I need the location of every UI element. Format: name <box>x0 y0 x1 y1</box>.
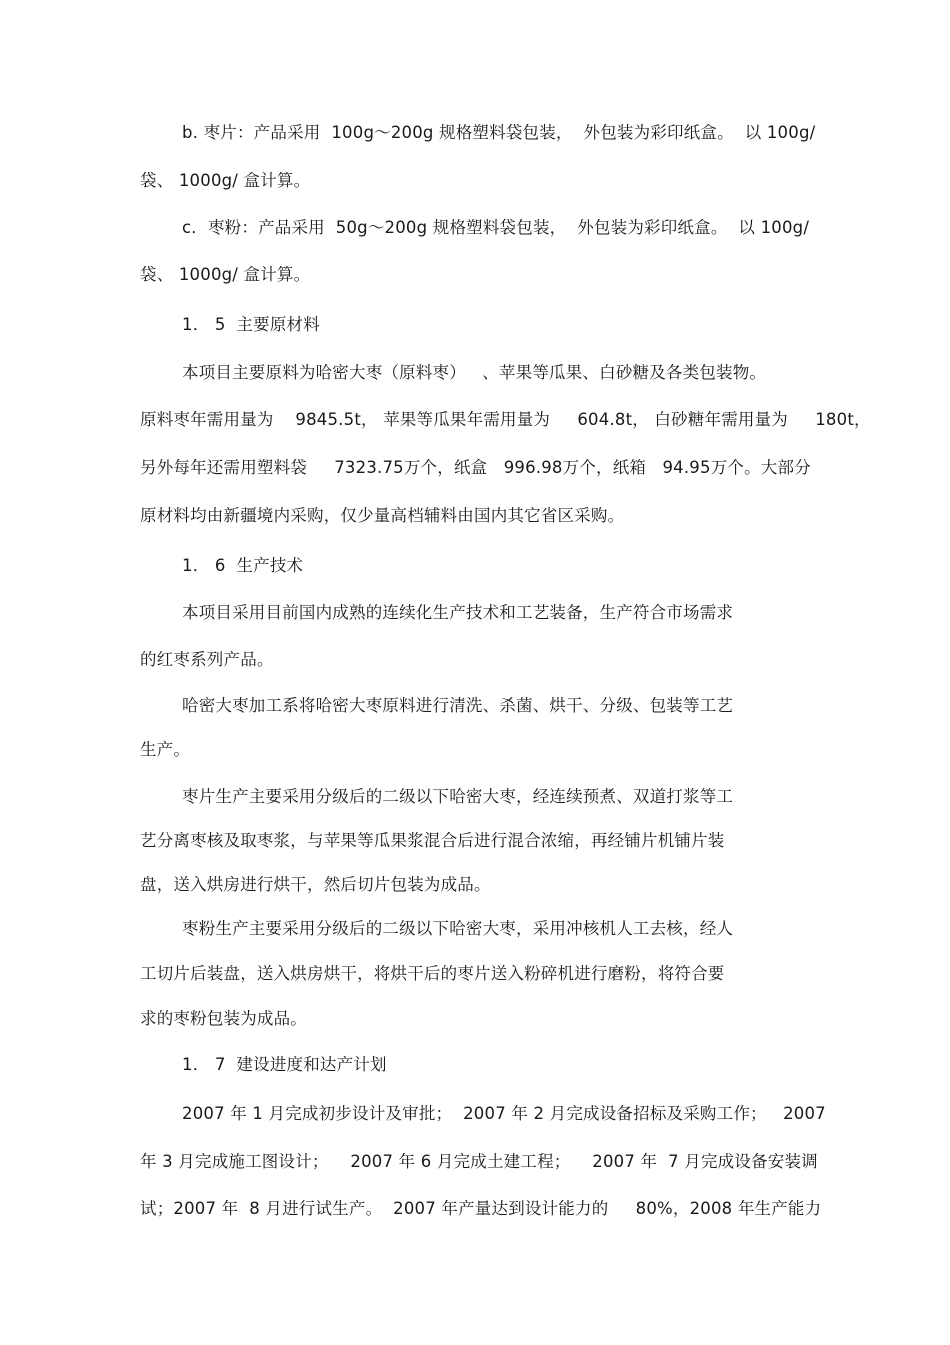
section-heading: 1． 5 主要原材料 <box>182 315 320 334</box>
text-line: 试；2007 年 8 月进行试生产。 2007 年产量达到设计能力的 80%，2008 年生产能力 <box>140 1199 822 1218</box>
text-line: 艺分离枣核及取枣浆，与苹果等瓜果浆混合后进行混合浓缩，再经铺片机铺片装 <box>140 831 725 850</box>
text-line: 另外每年还需用塑料袋 7323.75万个，纸盒 996.98万个，纸箱 94.95万个。大部分 <box>140 458 811 477</box>
text-line: 袋、 1000g/ 盒计算。 <box>140 171 311 190</box>
text-line: 盘，送入烘房进行烘干，然后切片包装为成品。 <box>140 875 491 894</box>
text-line: 哈密大枣加工系将哈密大枣原料进行清洗、杀菌、烘干、分级、包装等工艺 <box>182 696 734 715</box>
text-line: 枣粉生产主要采用分级后的二级以下哈密大枣，采用冲核机人工去核，经人 <box>182 919 734 938</box>
text-line: 工切片后装盘，送入烘房烘干，将烘干后的枣片送入粉碎机进行磨粉，将符合要 <box>140 964 725 983</box>
text-line: 年 3 月完成施工图设计； 2007 年 6 月完成土建工程； 2007 年 7 月完成设备安装调 <box>140 1152 818 1171</box>
text-line: 原料枣年需用量为 9845.5t， 苹果等瓜果年需用量为 604.8t， 白砂糖年需用量为 180t， <box>140 410 871 429</box>
section-heading: 1． 7 建设进度和达产计划 <box>182 1055 387 1074</box>
text-line: 求的枣粉包装为成品。 <box>140 1009 307 1028</box>
text-line: 本项目采用目前国内成熟的连续化生产技术和工艺装备，生产符合市场需求 <box>182 603 734 622</box>
text-line: 本项目主要原料为哈密大枣（原料枣） 、苹果等瓜果、白砂糖及各类包装物。 <box>182 363 767 382</box>
text-line: 袋、 1000g/ 盒计算。 <box>140 265 311 284</box>
text-line: 原材料均由新疆境内采购，仅少量高档辅料由国内其它省区采购。 <box>140 506 625 525</box>
text-line: 的红枣系列产品。 <box>140 650 274 669</box>
text-line: b. 枣片：产品采用 100g～200g 规格塑料袋包装， 外包装为彩印纸盒。 以 100g/ <box>182 123 816 142</box>
text-line: 2007 年 1 月完成初步设计及审批； 2007 年 2 月完成设备招标及采购工作； 2007 <box>182 1104 826 1123</box>
text-line: 生产。 <box>140 740 191 759</box>
text-line: c．枣粉：产品采用 50g～200g 规格塑料袋包装， 外包装为彩印纸盒。 以 100g/ <box>182 218 810 237</box>
text-line: 枣片生产主要采用分级后的二级以下哈密大枣，经连续预煮、双道打浆等工 <box>182 787 734 806</box>
section-heading: 1． 6 生产技术 <box>182 556 304 575</box>
